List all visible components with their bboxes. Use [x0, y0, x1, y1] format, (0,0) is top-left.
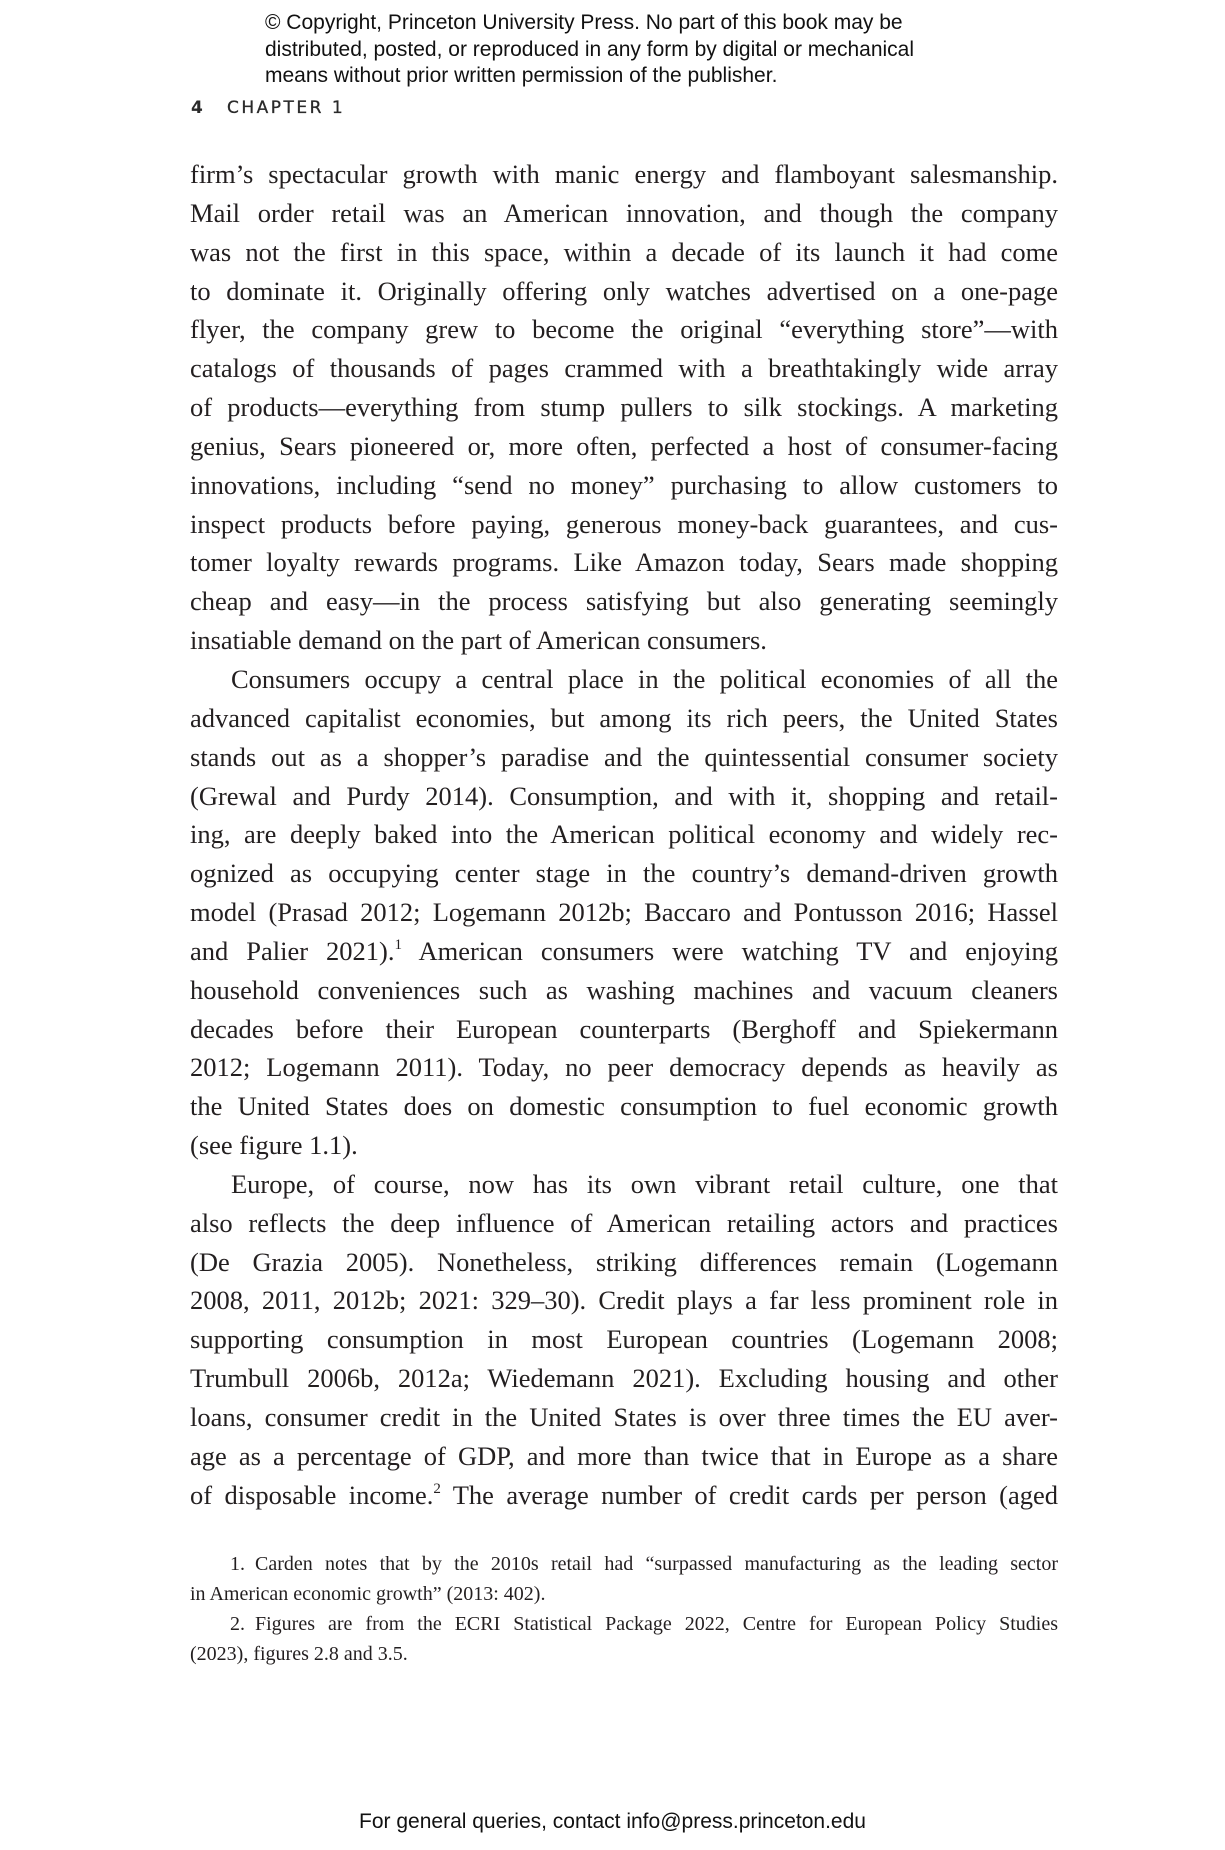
text-segment: of disposable income. — [190, 1479, 434, 1510]
text-line: tomer loyalty rewards programs. Like Amazon today, Sears made shopping — [190, 547, 1058, 578]
chapter-label: CHAPTER 1 — [227, 98, 346, 118]
text-line: catalogs of thousands of pages crammed with a breathtakingly wide array — [190, 353, 1058, 384]
text-line: inspect products before paying, generous money-back guarantees, and cus- — [190, 508, 1058, 539]
footnote-text: Figures are from the ECRI Statistical Package 2022, Centre for European Policy Studies — [255, 1613, 1058, 1635]
footnote-line: in American economic growth” (2013: 402). — [190, 1583, 546, 1605]
running-head — [191, 98, 345, 118]
paragraph — [190, 660, 1058, 1165]
page-number: 4 — [191, 98, 206, 118]
text-line: model (Prasad 2012; Logemann 2012b; Baccaro and Pontusson 2016; Hassel — [190, 897, 1058, 928]
text-line: innovations, including “send no money” purchasing to allow customers to — [190, 469, 1058, 500]
text-line-with-footnote — [190, 932, 1058, 971]
text-line: firm’s spectacular growth with manic energy and flamboyant salesmanship. — [190, 159, 1058, 189]
text-line: (Grewal and Purdy 2014). Consumption, and with it, shopping and retail- — [190, 780, 1058, 811]
text-line: was not the first in this space, within a decade of its launch it had come — [190, 236, 1058, 267]
text-line: also reflects the deep influence of American retailing actors and practices — [190, 1207, 1058, 1238]
footnote-ref-1[interactable]: 1 — [394, 936, 402, 953]
footnote-number: 1. — [230, 1553, 245, 1575]
text-line: Consumers occupy a central place in the political economies of all the — [231, 663, 1058, 694]
paragraph — [190, 1165, 1058, 1515]
text-line: age as a percentage of GDP, and more than twice that in Europe as a share — [190, 1440, 1058, 1471]
text-line: Trumbull 2006b, 2012a; Wiedemann 2021). Excluding housing and other — [190, 1363, 1058, 1394]
copyright-line: distributed, posted, or reproduced in any form by digital or mechanical — [265, 37, 915, 61]
text-segment: and Palier 2021). — [190, 935, 395, 966]
footnote-number: 2. — [230, 1613, 245, 1635]
footer-contact: For general queries, contact info@press.princeton.edu — [359, 1810, 866, 1833]
copyright-line: © Copyright, Princeton University Press. No part of this book may be — [265, 11, 903, 34]
text-line: (De Grazia 2005). Nonetheless, striking differences remain (Logemann — [190, 1246, 1058, 1277]
text-line: supporting consumption in most European countries (Logemann 2008; — [190, 1324, 1058, 1355]
footnote-2 — [190, 1609, 1058, 1669]
footnote-ref-2[interactable]: 2 — [433, 1480, 441, 1497]
text-line: loans, consumer credit in the United States is over three times the EU aver- — [190, 1402, 1058, 1432]
text-segment: American consumers were watching TV and enjoying — [401, 935, 1058, 966]
text-line: ing, are deeply baked into the American political economy and widely rec- — [190, 819, 1058, 850]
text-line: (see figure 1.1). — [190, 1130, 358, 1161]
paragraph — [190, 155, 1058, 660]
footnote-line: (2023), figures 2.8 and 3.5. — [190, 1643, 408, 1665]
text-line: cheap and easy—in the process satisfying but also generating seemingly — [190, 586, 1058, 617]
copyright-notice — [265, 10, 985, 90]
text-line: 2012; Logemann 2011). Today, no peer democracy depends as heavily as — [190, 1052, 1058, 1083]
text-line: 2008, 2011, 2012b; 2021: 329–30). Credit plays a far less prominent role in — [190, 1285, 1058, 1316]
footnote-line — [190, 1549, 1058, 1579]
text-line: insatiable demand on the part of American consumers. — [190, 625, 767, 656]
body-text — [190, 155, 1058, 1515]
text-line: of products—everything from stump pullers to silk stockings. A marketing — [190, 392, 1058, 423]
footnote-1 — [190, 1549, 1058, 1609]
text-line-with-footnote — [190, 1476, 1058, 1515]
text-line: the United States does on domestic consumption to fuel economic growth — [190, 1091, 1058, 1122]
text-line: genius, Sears pioneered or, more often, perfected a host of consumer-facing — [190, 430, 1058, 461]
footnote-text: Carden notes that by the 2010s retail had “surpassed manufacturing as the leading sector — [255, 1553, 1058, 1575]
copyright-line: means without prior written permission of the publisher. — [265, 64, 778, 87]
text-line: to dominate it. Originally offering only watches advertised on a one-page — [190, 275, 1058, 306]
text-line: Mail order retail was an American innovation, and though the company — [190, 197, 1058, 228]
text-line: decades before their European counterparts (Berghoff and Spiekermann — [190, 1013, 1058, 1044]
text-line: ognized as occupying center stage in the country’s demand-driven growth — [190, 858, 1058, 889]
text-segment: The average number of credit cards per person (aged — [440, 1479, 1058, 1510]
text-line: Europe, of course, now has its own vibrant retail culture, one that — [231, 1168, 1058, 1199]
text-line: advanced capitalist economies, but among its rich peers, the United States — [190, 702, 1058, 733]
footnotes — [190, 1549, 1058, 1669]
text-line: stands out as a shopper’s paradise and the quintessential consumer society — [190, 741, 1058, 772]
footnote-line — [190, 1609, 1058, 1639]
text-line: household conveniences such as washing machines and vacuum cleaners — [190, 974, 1058, 1005]
text-line: flyer, the company grew to become the original “everything store”—with — [190, 314, 1058, 345]
